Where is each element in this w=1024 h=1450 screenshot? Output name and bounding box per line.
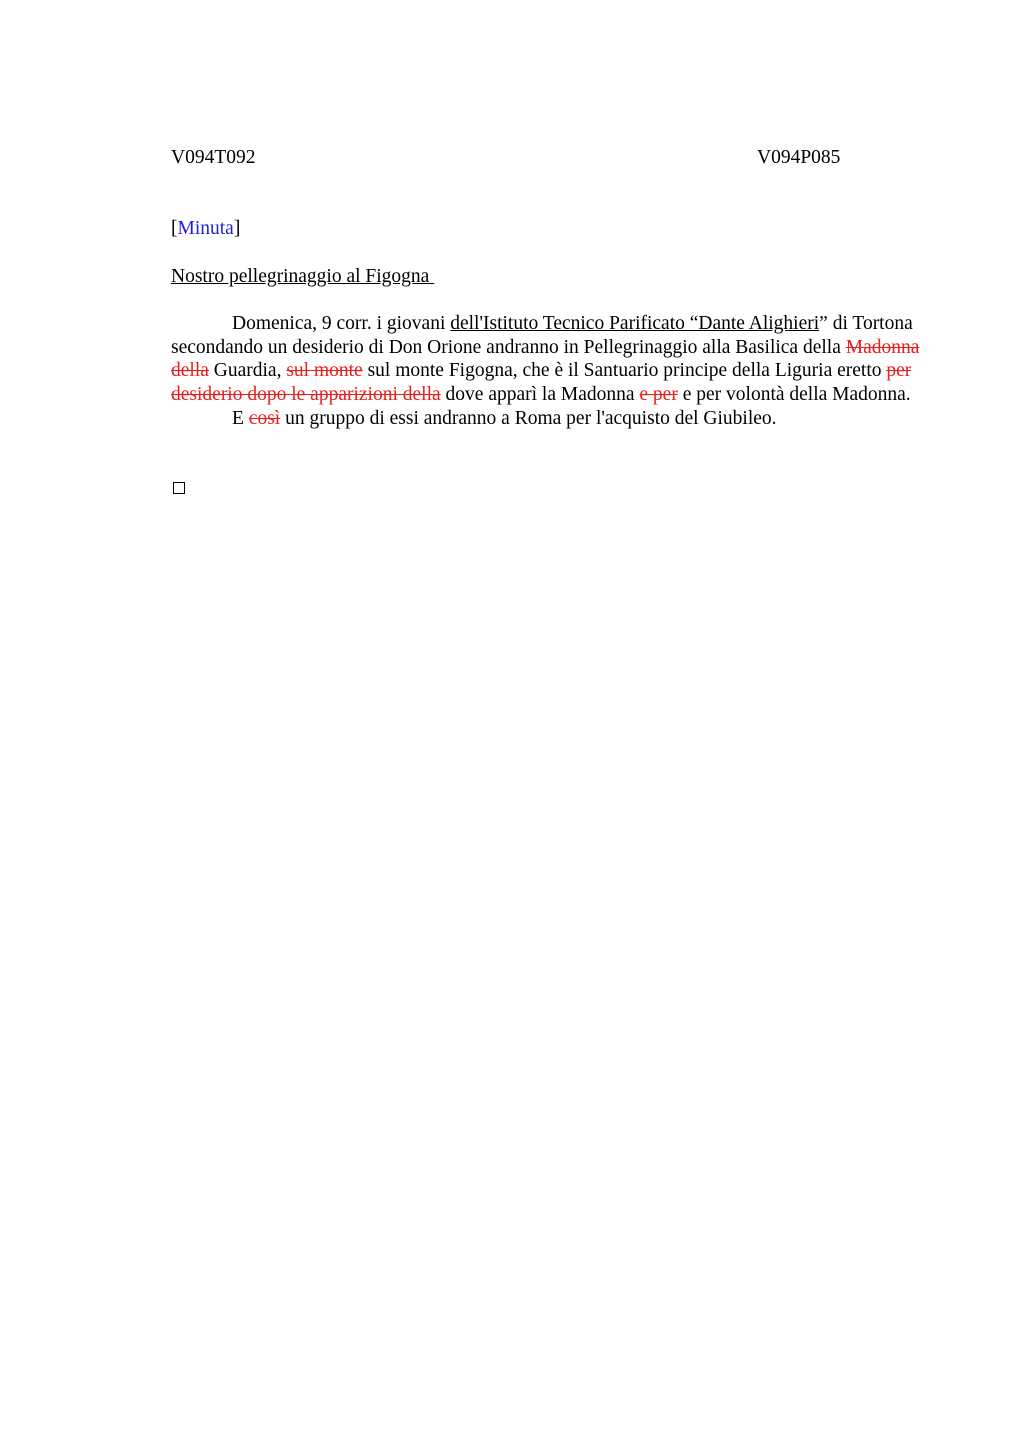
text-segment: ” di Tortona secondando un desiderio di Don Orione andranno in Pellegrinaggio alla Basilica della: [171, 313, 913, 358]
deleted-text: sul monte: [286, 360, 363, 382]
text-segment: un gruppo di essi andranno a Roma per l'acquisto del Giubileo.: [280, 407, 777, 429]
text-segment: sul monte Figogna, che è il Santuario principe della Liguria eretto: [362, 360, 887, 382]
minuta-label: [171, 217, 240, 241]
underlined-text: dell'Istituto Tecnico Parificato “Dante Alighieri: [450, 313, 820, 334]
deleted-text: Madonna della: [171, 336, 920, 382]
text-segment: Guardia,: [208, 360, 287, 382]
bracket-open: [: [171, 218, 178, 239]
document-code-left: V094T092: [171, 147, 256, 168]
paragraph-2: [171, 407, 923, 431]
bracket-close: ]: [233, 218, 241, 239]
minuta-word: Minuta: [177, 218, 234, 239]
document-code-right: V094P085: [757, 147, 841, 168]
deleted-text: per desiderio dopo le apparizioni della: [171, 360, 912, 406]
text-segment: E: [232, 407, 249, 429]
checkbox-icon: [173, 482, 185, 494]
text-segment: e per volontà della Madonna.: [677, 384, 911, 406]
document-body: [171, 312, 923, 431]
deleted-text: e per: [639, 384, 678, 406]
deleted-text: così: [248, 407, 281, 429]
paragraph-1: [171, 312, 923, 407]
document-title: Nostro pellegrinaggio al Figogna: [171, 266, 435, 287]
text-segment: dove apparì la Madonna: [440, 384, 640, 406]
text-segment: Domenica, 9 corr. i giovani: [232, 313, 451, 334]
